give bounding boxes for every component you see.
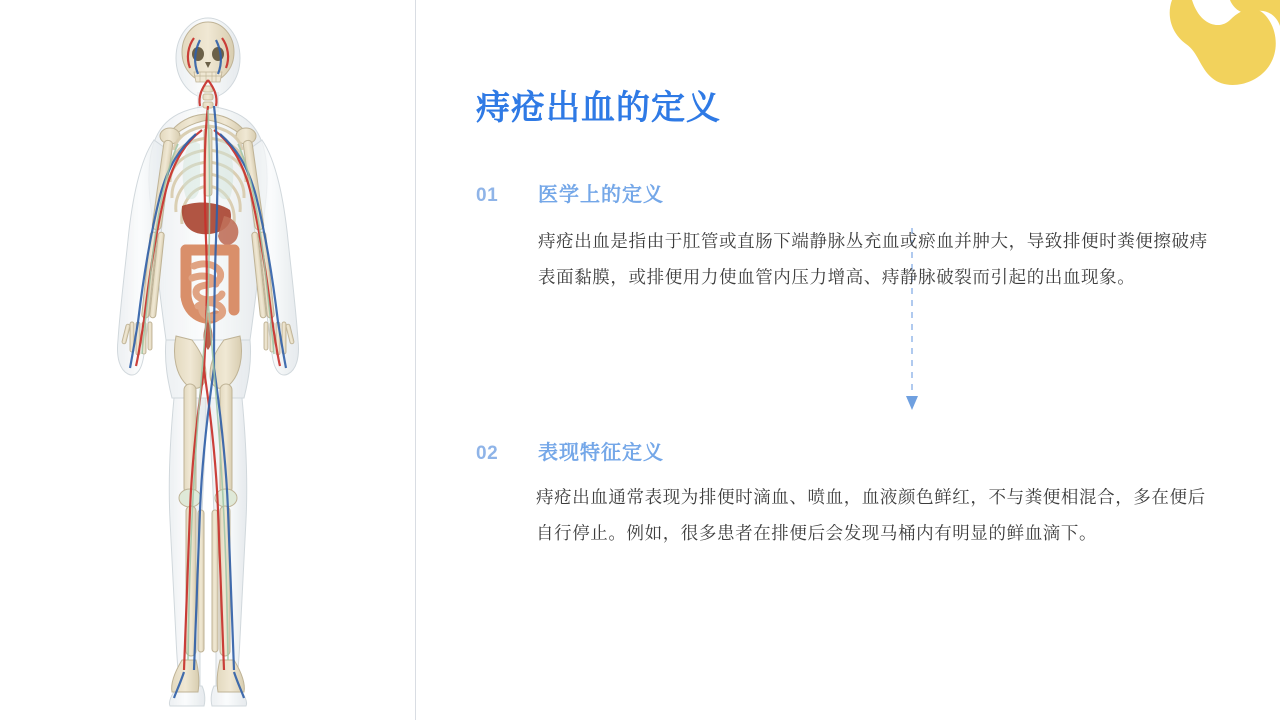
section-02-body: 痔疮出血通常表现为排便时滴血、喷血，血液颜色鲜红，不与粪便相混合，多在便后自行停止。例如，很多患者在排便后会发现马桶内有明显的鲜血滴下。	[536, 487, 1206, 544]
page-title: 痔疮出血的定义	[476, 89, 721, 127]
section-01	[476, 178, 1236, 295]
section-01-body: 痔疮出血是指由于肛管或直肠下端静脉丛充血或瘀血并肿大，导致排便时粪便擦破痔表面黏膜，或排便用力使血管内压力增高、痔静脉破裂而引起的出血现象。	[538, 231, 1208, 288]
content-area	[416, 0, 1280, 720]
section-02-number: 02	[476, 443, 499, 464]
section-02	[476, 436, 1236, 551]
section-01-heading: 医学上的定义	[538, 184, 664, 206]
section-01-number: 01	[476, 185, 499, 206]
section-02-heading: 表现特征定义	[538, 442, 664, 464]
illustration-panel	[0, 0, 416, 720]
section-02-header	[476, 436, 1236, 465]
anatomy-illustration	[58, 10, 358, 710]
section-01-header	[476, 178, 1236, 207]
